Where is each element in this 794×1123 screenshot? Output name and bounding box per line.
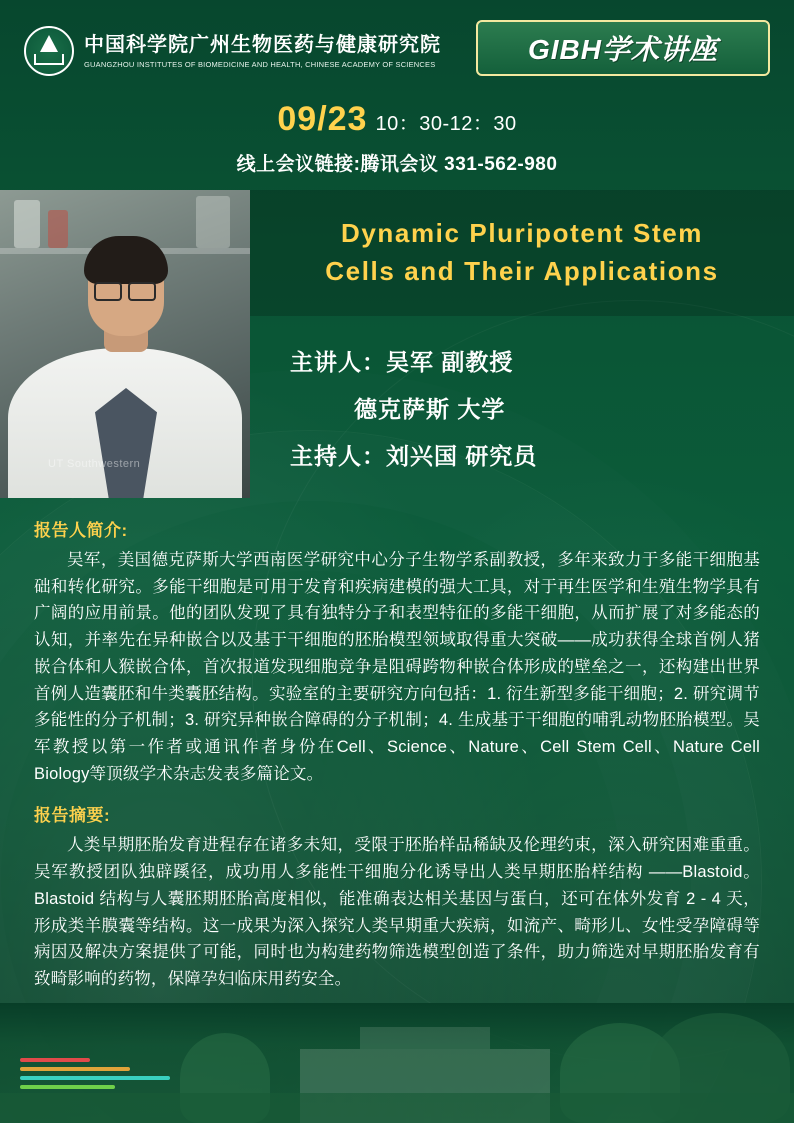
portrait-hair — [84, 236, 168, 284]
section-spacer — [34, 787, 760, 801]
abstract-section-text: 人类早期胚胎发育进程存在诸多未知，受限于胚胎样品稀缺及伦理约束，深入研究困难重重。吴军教授团队独辟蹊径，成功用人多能性干细胞分化诱导出人类早期胚胎样结构 ——Blastoid。Blastoid 结构与人囊胚期胚胎高度相似，能准确表达相关基因与蛋白，还可在体外发育 2 - 4 天，形成类羊膜囊等结构。这一成果为深入探究人类早期重大疾病，如流产、畸形儿、女性受孕障碍等病因及解决方案提供了可能，同时也为构建药物筛选模型创造了条件，助力筛选对早期胚胎发育有致畸影响的药物，保障孕妇临床用药安全。 — [34, 836, 760, 989]
speaker-portrait — [0, 190, 250, 498]
institute-logo-block — [24, 26, 441, 76]
portrait-lab-bottle — [48, 210, 68, 248]
poster-body — [0, 498, 794, 993]
event-time: 10：30-12：30 — [375, 113, 517, 135]
speaker-banner — [0, 190, 794, 498]
talk-title-box — [250, 190, 794, 316]
event-date: 09/23 — [277, 100, 368, 138]
poster-footer-artwork — [0, 1003, 794, 1123]
speaker-line: 主讲人：吴军 副教授 — [290, 348, 514, 375]
portrait-glasses-right — [128, 282, 156, 301]
speaker-affiliation-line: 德克萨斯 大学 — [354, 395, 506, 422]
institute-name-en: GUANGZHOU INSTITUTES OF BIOMEDICINE AND HEALTH, CHINESE ACADEMY OF SCIENCES — [84, 60, 436, 69]
portrait-lab-bottle — [14, 200, 40, 248]
talk-people-box — [250, 316, 794, 498]
footer-bar — [20, 1067, 130, 1071]
event-datebar — [0, 100, 794, 139]
lecture-series-badge — [476, 20, 770, 76]
footer-bar — [20, 1085, 115, 1089]
institute-name-block — [84, 33, 441, 69]
host-line: 主持人：刘兴国 研究员 — [290, 442, 538, 469]
portrait-lab-bottle — [196, 196, 230, 248]
talk-title-line1: Dynamic Pluripotent Stem — [340, 218, 704, 249]
footer-decorative-bars — [20, 1058, 170, 1089]
footer-bar — [20, 1058, 90, 1062]
cas-institute-logo-icon — [24, 26, 74, 76]
portrait-coat-watermark: UT Southwestern — [48, 458, 141, 470]
poster-header — [0, 0, 794, 92]
bio-section-label: 报告人简介: — [34, 521, 128, 540]
bio-section-text: 吴军，美国德克萨斯大学西南医学研究中心分子生物学系副教授，多年来致力于多能干细胞基础和转化研究。多能干细胞是可用于发育和疾病建模的强大工具，对于再生医学和生殖生物学具有广阔的应用前景。他的团队发现了具有独特分子和表型特征的多能干细胞，从而扩展了对多能态的认知，并率先在异种嵌合以及基于干细胞的胚胎模型领域取得重大突破——成功获得全球首例人猪嵌合体和人猴嵌合体，首次报道发现细胞竞争是阻碍跨物种嵌合体形成的壁垒之一，还构建出世界首例人造囊胚和牛类囊胚结构。实验室的主要研究方向包括：1. 衍生新型多能干细胞；2. 研究调节多能性的分子机制；3. 研究异种嵌合障碍的分子机制；4. 生成基于干细胞的哺乳动物胚胎模型。吴军教授以第一作者或通讯作者身份在Cell、Science、Nature、Cell Stem Cell、Nature Cell Biology等顶级学术杂志发表多篇论文。 — [34, 551, 760, 783]
portrait-glasses-left — [94, 282, 122, 301]
abstract-section-label: 报告摘要: — [34, 806, 111, 826]
footer-bar — [20, 1076, 170, 1080]
meeting-link-line: 线上会议链接:腾讯会议 331-562-980 — [236, 154, 558, 175]
footer-lawn — [0, 1093, 794, 1123]
talk-title-line2: Cells and Their Applications — [325, 256, 719, 286]
institute-name-cn: 中国科学院广州生物医药与健康研究院 — [84, 34, 441, 56]
lecture-series-badge-label: GIBH学术讲座 — [527, 34, 718, 65]
